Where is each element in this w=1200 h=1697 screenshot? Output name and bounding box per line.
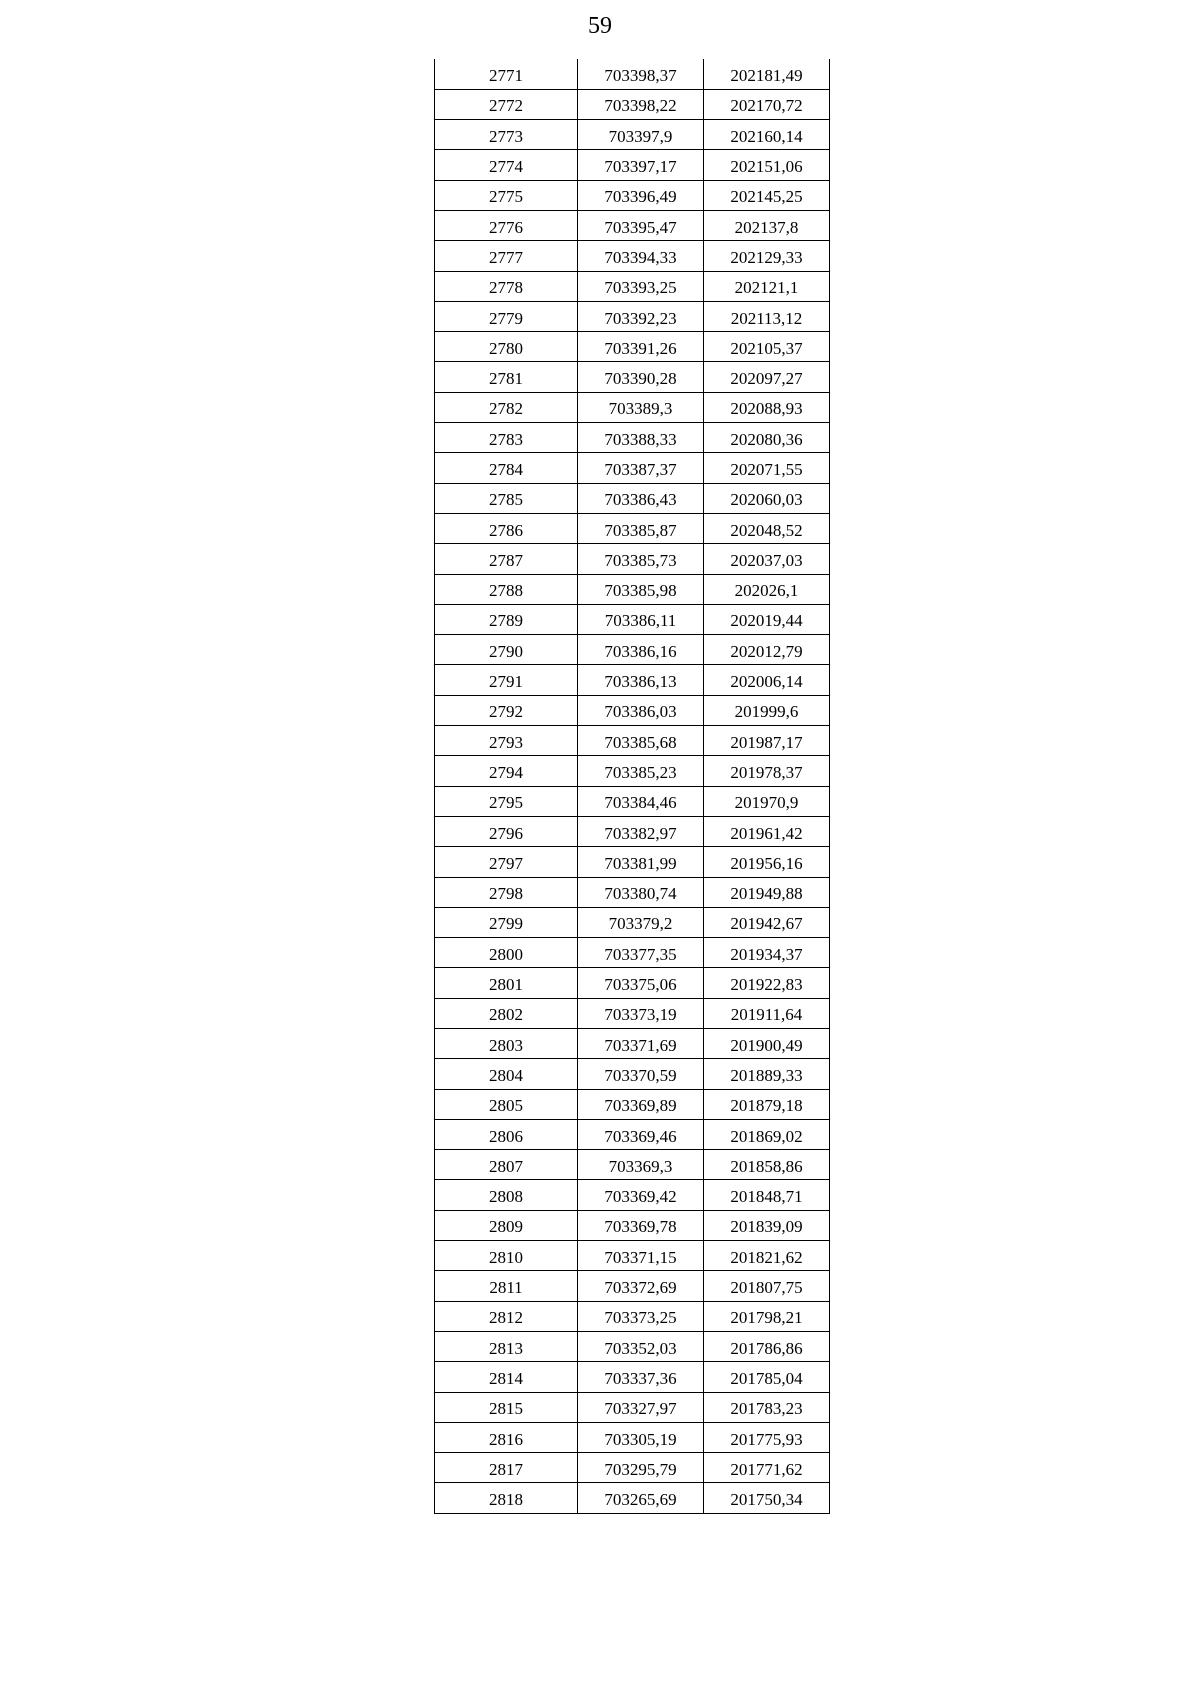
x-coordinate-cell: 703386,03 bbox=[578, 695, 704, 725]
y-coordinate-cell: 202105,37 bbox=[704, 332, 830, 362]
table-row bbox=[435, 816, 830, 846]
y-coordinate-cell: 202048,52 bbox=[704, 513, 830, 543]
table-row bbox=[435, 544, 830, 574]
table-row bbox=[435, 180, 830, 210]
y-coordinate-cell: 202037,03 bbox=[704, 544, 830, 574]
y-coordinate-cell: 202080,36 bbox=[704, 423, 830, 453]
table-row bbox=[435, 665, 830, 695]
y-coordinate-cell: 202012,79 bbox=[704, 635, 830, 665]
point-number-cell: 2807 bbox=[435, 1150, 578, 1180]
y-coordinate-cell: 201821,62 bbox=[704, 1241, 830, 1271]
x-coordinate-cell: 703369,78 bbox=[578, 1210, 704, 1240]
table-row bbox=[435, 1059, 830, 1089]
table-row bbox=[435, 392, 830, 422]
point-number-cell: 2794 bbox=[435, 756, 578, 786]
table-row bbox=[435, 968, 830, 998]
table-row bbox=[435, 695, 830, 725]
x-coordinate-cell: 703371,69 bbox=[578, 1029, 704, 1059]
point-number-cell: 2786 bbox=[435, 513, 578, 543]
table-row bbox=[435, 1483, 830, 1513]
table-row bbox=[435, 907, 830, 937]
point-number-cell: 2803 bbox=[435, 1029, 578, 1059]
point-number-cell: 2773 bbox=[435, 120, 578, 150]
y-coordinate-cell: 201942,67 bbox=[704, 907, 830, 937]
x-coordinate-cell: 703373,25 bbox=[578, 1301, 704, 1331]
point-number-cell: 2776 bbox=[435, 210, 578, 240]
x-coordinate-cell: 703265,69 bbox=[578, 1483, 704, 1513]
table-row bbox=[435, 1029, 830, 1059]
x-coordinate-cell: 703369,46 bbox=[578, 1119, 704, 1149]
point-number-cell: 2815 bbox=[435, 1392, 578, 1422]
table-row bbox=[435, 150, 830, 180]
point-number-cell: 2796 bbox=[435, 816, 578, 846]
y-coordinate-cell: 201987,17 bbox=[704, 726, 830, 756]
y-coordinate-cell: 202137,8 bbox=[704, 210, 830, 240]
table-row bbox=[435, 938, 830, 968]
x-coordinate-cell: 703386,11 bbox=[578, 604, 704, 634]
y-coordinate-cell: 201949,88 bbox=[704, 877, 830, 907]
y-coordinate-cell: 202097,27 bbox=[704, 362, 830, 392]
point-number-cell: 2817 bbox=[435, 1453, 578, 1483]
table-row bbox=[435, 332, 830, 362]
y-coordinate-cell: 202113,12 bbox=[704, 301, 830, 331]
y-coordinate-cell: 201956,16 bbox=[704, 847, 830, 877]
point-number-cell: 2799 bbox=[435, 907, 578, 937]
table-row bbox=[435, 1180, 830, 1210]
table-row bbox=[435, 271, 830, 301]
y-coordinate-cell: 201999,6 bbox=[704, 695, 830, 725]
point-number-cell: 2805 bbox=[435, 1089, 578, 1119]
y-coordinate-cell: 201848,71 bbox=[704, 1180, 830, 1210]
x-coordinate-cell: 703386,16 bbox=[578, 635, 704, 665]
point-number-cell: 2810 bbox=[435, 1241, 578, 1271]
table-row bbox=[435, 998, 830, 1028]
table-row bbox=[435, 1422, 830, 1452]
x-coordinate-cell: 703385,73 bbox=[578, 544, 704, 574]
table-row bbox=[435, 1271, 830, 1301]
x-coordinate-cell: 703384,46 bbox=[578, 786, 704, 816]
x-coordinate-cell: 703295,79 bbox=[578, 1453, 704, 1483]
point-number-cell: 2804 bbox=[435, 1059, 578, 1089]
page-number: 59 bbox=[588, 13, 612, 39]
x-coordinate-cell: 703387,37 bbox=[578, 453, 704, 483]
table-row bbox=[435, 241, 830, 271]
point-number-cell: 2812 bbox=[435, 1301, 578, 1331]
table-row bbox=[435, 635, 830, 665]
x-coordinate-cell: 703389,3 bbox=[578, 392, 704, 422]
point-number-cell: 2780 bbox=[435, 332, 578, 362]
point-number-cell: 2787 bbox=[435, 544, 578, 574]
x-coordinate-cell: 703380,74 bbox=[578, 877, 704, 907]
y-coordinate-cell: 201798,21 bbox=[704, 1301, 830, 1331]
point-number-cell: 2783 bbox=[435, 423, 578, 453]
table-row bbox=[435, 301, 830, 331]
y-coordinate-cell: 201900,49 bbox=[704, 1029, 830, 1059]
x-coordinate-cell: 703395,47 bbox=[578, 210, 704, 240]
y-coordinate-cell: 202145,25 bbox=[704, 180, 830, 210]
x-coordinate-cell: 703337,36 bbox=[578, 1362, 704, 1392]
y-coordinate-cell: 202019,44 bbox=[704, 604, 830, 634]
table-row bbox=[435, 1241, 830, 1271]
point-number-cell: 2795 bbox=[435, 786, 578, 816]
y-coordinate-cell: 201889,33 bbox=[704, 1059, 830, 1089]
y-coordinate-cell: 201750,34 bbox=[704, 1483, 830, 1513]
point-number-cell: 2797 bbox=[435, 847, 578, 877]
point-number-cell: 2788 bbox=[435, 574, 578, 604]
point-number-cell: 2781 bbox=[435, 362, 578, 392]
point-number-cell: 2798 bbox=[435, 877, 578, 907]
point-number-cell: 2789 bbox=[435, 604, 578, 634]
point-number-cell: 2808 bbox=[435, 1180, 578, 1210]
point-number-cell: 2771 bbox=[435, 59, 578, 89]
y-coordinate-cell: 201978,37 bbox=[704, 756, 830, 786]
point-number-cell: 2778 bbox=[435, 271, 578, 301]
y-coordinate-cell: 201869,02 bbox=[704, 1119, 830, 1149]
point-number-cell: 2784 bbox=[435, 453, 578, 483]
point-number-cell: 2814 bbox=[435, 1362, 578, 1392]
table-row bbox=[435, 1362, 830, 1392]
x-coordinate-cell: 703375,06 bbox=[578, 968, 704, 998]
x-coordinate-cell: 703385,23 bbox=[578, 756, 704, 786]
point-number-cell: 2782 bbox=[435, 392, 578, 422]
y-coordinate-cell: 201858,86 bbox=[704, 1150, 830, 1180]
y-coordinate-cell: 202060,03 bbox=[704, 483, 830, 513]
table-row bbox=[435, 210, 830, 240]
point-number-cell: 2772 bbox=[435, 89, 578, 119]
y-coordinate-cell: 201775,93 bbox=[704, 1422, 830, 1452]
x-coordinate-cell: 703397,9 bbox=[578, 120, 704, 150]
y-coordinate-cell: 201783,23 bbox=[704, 1392, 830, 1422]
y-coordinate-cell: 201785,04 bbox=[704, 1362, 830, 1392]
point-number-cell: 2791 bbox=[435, 665, 578, 695]
y-coordinate-cell: 202121,1 bbox=[704, 271, 830, 301]
x-coordinate-cell: 703377,35 bbox=[578, 938, 704, 968]
y-coordinate-cell: 201771,62 bbox=[704, 1453, 830, 1483]
x-coordinate-cell: 703398,22 bbox=[578, 89, 704, 119]
table-row bbox=[435, 1301, 830, 1331]
x-coordinate-cell: 703394,33 bbox=[578, 241, 704, 271]
y-coordinate-cell: 201839,09 bbox=[704, 1210, 830, 1240]
table-row bbox=[435, 120, 830, 150]
point-number-cell: 2777 bbox=[435, 241, 578, 271]
y-coordinate-cell: 201934,37 bbox=[704, 938, 830, 968]
table-row bbox=[435, 1331, 830, 1361]
point-number-cell: 2816 bbox=[435, 1422, 578, 1452]
table-row bbox=[435, 604, 830, 634]
point-number-cell: 2806 bbox=[435, 1119, 578, 1149]
table-row bbox=[435, 1392, 830, 1422]
x-coordinate-cell: 703369,3 bbox=[578, 1150, 704, 1180]
point-number-cell: 2809 bbox=[435, 1210, 578, 1240]
point-number-cell: 2813 bbox=[435, 1331, 578, 1361]
x-coordinate-cell: 703381,99 bbox=[578, 847, 704, 877]
coordinates-table bbox=[434, 59, 830, 1514]
x-coordinate-cell: 703396,49 bbox=[578, 180, 704, 210]
x-coordinate-cell: 703373,19 bbox=[578, 998, 704, 1028]
table-row bbox=[435, 1210, 830, 1240]
y-coordinate-cell: 202071,55 bbox=[704, 453, 830, 483]
y-coordinate-cell: 202181,49 bbox=[704, 59, 830, 89]
point-number-cell: 2785 bbox=[435, 483, 578, 513]
table-row bbox=[435, 513, 830, 543]
table-row bbox=[435, 362, 830, 392]
y-coordinate-cell: 202151,06 bbox=[704, 150, 830, 180]
x-coordinate-cell: 703385,68 bbox=[578, 726, 704, 756]
table-row bbox=[435, 1119, 830, 1149]
x-coordinate-cell: 703385,87 bbox=[578, 513, 704, 543]
point-number-cell: 2800 bbox=[435, 938, 578, 968]
point-number-cell: 2793 bbox=[435, 726, 578, 756]
x-coordinate-cell: 703371,15 bbox=[578, 1241, 704, 1271]
x-coordinate-cell: 703327,97 bbox=[578, 1392, 704, 1422]
table-row bbox=[435, 786, 830, 816]
x-coordinate-cell: 703391,26 bbox=[578, 332, 704, 362]
y-coordinate-cell: 201970,9 bbox=[704, 786, 830, 816]
x-coordinate-cell: 703305,19 bbox=[578, 1422, 704, 1452]
x-coordinate-cell: 703386,13 bbox=[578, 665, 704, 695]
point-number-cell: 2790 bbox=[435, 635, 578, 665]
table-row bbox=[435, 756, 830, 786]
table-row bbox=[435, 59, 830, 89]
y-coordinate-cell: 201879,18 bbox=[704, 1089, 830, 1119]
point-number-cell: 2775 bbox=[435, 180, 578, 210]
x-coordinate-cell: 703352,03 bbox=[578, 1331, 704, 1361]
x-coordinate-cell: 703397,17 bbox=[578, 150, 704, 180]
y-coordinate-cell: 202160,14 bbox=[704, 120, 830, 150]
x-coordinate-cell: 703398,37 bbox=[578, 59, 704, 89]
point-number-cell: 2802 bbox=[435, 998, 578, 1028]
y-coordinate-cell: 202088,93 bbox=[704, 392, 830, 422]
point-number-cell: 2801 bbox=[435, 968, 578, 998]
table-row bbox=[435, 423, 830, 453]
y-coordinate-cell: 201922,83 bbox=[704, 968, 830, 998]
x-coordinate-cell: 703388,33 bbox=[578, 423, 704, 453]
y-coordinate-cell: 201786,86 bbox=[704, 1331, 830, 1361]
coordinates-table-body bbox=[435, 59, 830, 1513]
x-coordinate-cell: 703390,28 bbox=[578, 362, 704, 392]
x-coordinate-cell: 703379,2 bbox=[578, 907, 704, 937]
x-coordinate-cell: 703392,23 bbox=[578, 301, 704, 331]
x-coordinate-cell: 703382,97 bbox=[578, 816, 704, 846]
y-coordinate-cell: 202170,72 bbox=[704, 89, 830, 119]
table-row bbox=[435, 1453, 830, 1483]
y-coordinate-cell: 201911,64 bbox=[704, 998, 830, 1028]
x-coordinate-cell: 703372,69 bbox=[578, 1271, 704, 1301]
point-number-cell: 2774 bbox=[435, 150, 578, 180]
table-row bbox=[435, 483, 830, 513]
table-row bbox=[435, 1089, 830, 1119]
point-number-cell: 2818 bbox=[435, 1483, 578, 1513]
y-coordinate-cell: 202006,14 bbox=[704, 665, 830, 695]
y-coordinate-cell: 201807,75 bbox=[704, 1271, 830, 1301]
y-coordinate-cell: 202026,1 bbox=[704, 574, 830, 604]
table-row bbox=[435, 453, 830, 483]
x-coordinate-cell: 703386,43 bbox=[578, 483, 704, 513]
table-row bbox=[435, 726, 830, 756]
table-row bbox=[435, 89, 830, 119]
point-number-cell: 2811 bbox=[435, 1271, 578, 1301]
point-number-cell: 2792 bbox=[435, 695, 578, 725]
x-coordinate-cell: 703369,89 bbox=[578, 1089, 704, 1119]
point-number-cell: 2779 bbox=[435, 301, 578, 331]
y-coordinate-cell: 201961,42 bbox=[704, 816, 830, 846]
table-row bbox=[435, 1150, 830, 1180]
table-row bbox=[435, 847, 830, 877]
table-row bbox=[435, 877, 830, 907]
x-coordinate-cell: 703385,98 bbox=[578, 574, 704, 604]
x-coordinate-cell: 703369,42 bbox=[578, 1180, 704, 1210]
y-coordinate-cell: 202129,33 bbox=[704, 241, 830, 271]
x-coordinate-cell: 703370,59 bbox=[578, 1059, 704, 1089]
table-row bbox=[435, 574, 830, 604]
x-coordinate-cell: 703393,25 bbox=[578, 271, 704, 301]
